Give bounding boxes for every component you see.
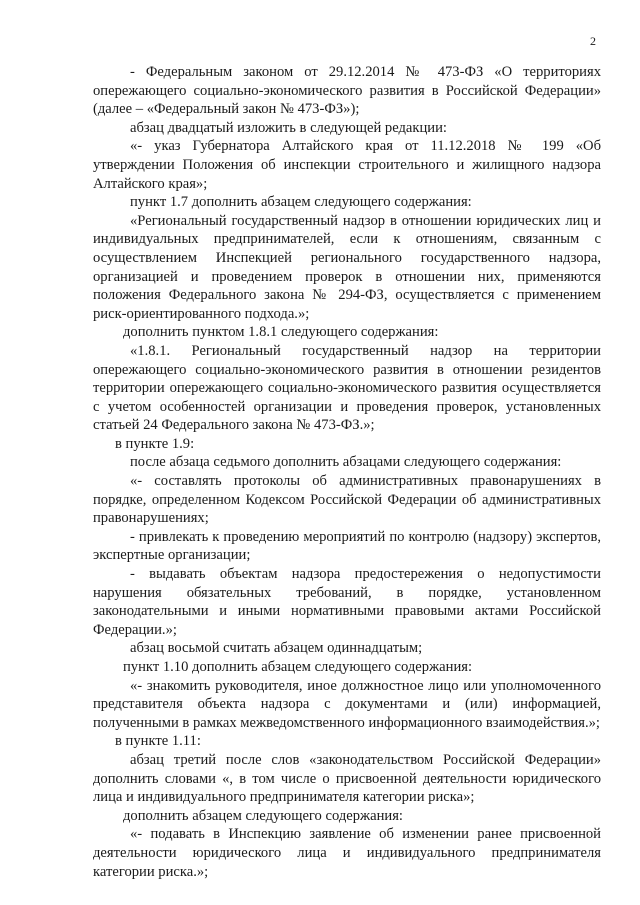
paragraph: дополнить пунктом 1.8.1 следующего содержания: [123, 324, 439, 341]
paragraph: «- подавать в Инспекцию заявление об изменении ранее присвоенной деятельности юридического лица и индивидуального предпринимателя категории риска.»; [93, 826, 601, 880]
paragraph: в пункте 1.9: [115, 435, 195, 452]
paragraph: - Федеральным законом от 29.12.2014 № 473-ФЗ «О территориях опережающего социально-экономического развития в Российской Федерации» (далее – «Федеральный закон № 473-ФЗ»); [93, 64, 601, 118]
paragraph: - привлекать к проведению мероприятий по контролю (надзору) экспертов, экспертные организации; [93, 528, 601, 564]
paragraph: - выдавать объектам надзора предостережения о недопустимости нарушения обязательных требований, в порядке, установленном законодательными и иными нормативными правовыми актами Российской Федерации.»; [93, 566, 601, 638]
paragraph: после абзаца седьмого дополнить абзацами следующего содержания: [130, 454, 562, 471]
paragraph: «1.8.1. Региональный государственный надзор на территории опережающего социально-экономического развития в отношении резидентов территории опережающего социально-экономического развития осуществляется с учетом особенностей организации и проведения проверок, установленных статьей 24 Федерального закона № 473-ФЗ.»; [93, 342, 601, 434]
paragraph: абзац третий после слов «законодательством Российской Федерации» дополнить словами «, в том числе о присвоенной деятельности юридического лица и индивидуального предпринимателя категории риска»; [93, 751, 601, 806]
page-number: 2 [590, 34, 596, 48]
paragraph: абзац восьмой считать абзацем одиннадцатым; [130, 640, 423, 657]
paragraph: «Региональный государственный надзор в отношении юридических лиц и индивидуальных предпринимателей, если к отношениям, связанным с осуществлением Инспекцией регионального государственного надзора, организацией и проведением проверок в отношении них, применяются положения Федерального закона № 294-ФЗ, осуществляется с применением риск-ориентированного подхода.»; [93, 212, 601, 322]
paragraph: в пункте 1.11: [115, 733, 201, 750]
paragraph: «- указ Губернатора Алтайского края от 11.12.2018 № 199 «Об утверждении Положения об инспекции строительного и жилищного надзора Алтайского края»; [93, 138, 601, 192]
document-body [93, 63, 601, 881]
paragraph: «- знакомить руководителя, иное должностное лицо или уполномоченного представителя объекта надзора с документами и (или) информацией, полученными в рамках межведомственного информационного взаимодействия.»; [93, 677, 601, 731]
paragraph: пункт 1.10 дополнить абзацем следующего содержания: [123, 659, 473, 675]
paragraph: «- составлять протоколы об административных правонарушениях в порядке, определенном Кодексом Российской Федерации об административных правонарушениях; [93, 473, 601, 527]
paragraph: дополнить абзацем следующего содержания: [123, 807, 403, 824]
paragraph: пункт 1.7 дополнить абзацем следующего содержания: [130, 194, 472, 211]
paragraph: абзац двадцатый изложить в следующей редакции: [130, 119, 447, 136]
